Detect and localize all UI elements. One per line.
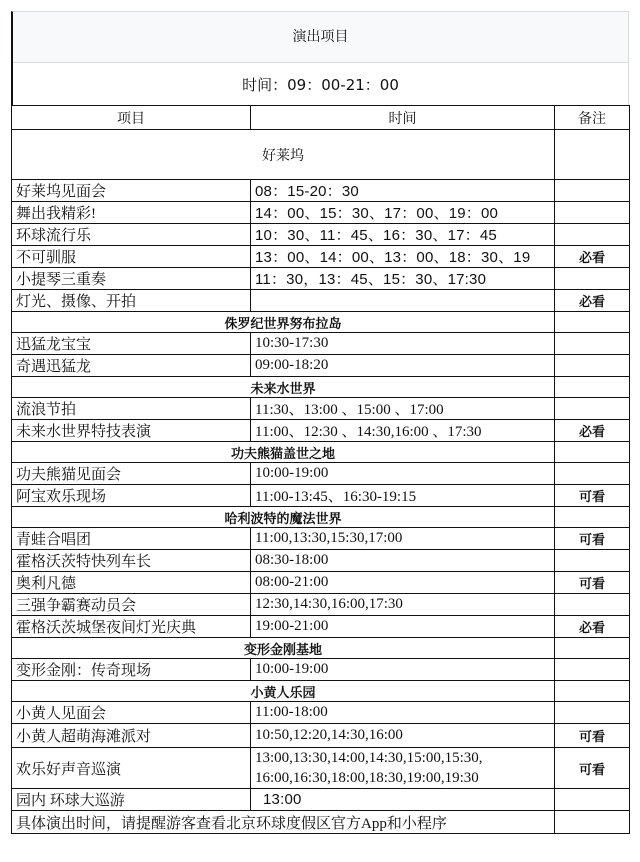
section-note [555,442,630,463]
show-name: 三强争霸赛动员会 [12,594,251,616]
table-row [12,246,630,268]
table-row [12,572,630,594]
table-row [12,224,630,246]
show-note [555,398,630,420]
park-hours: 时间：09：00-21：00 [242,76,399,94]
column-header-item: 项目 [12,106,251,130]
table-row [12,333,630,355]
schedule-sheet [11,11,629,834]
table-row [12,180,630,202]
section-row-minion-land [12,681,630,702]
show-note: 可看 [555,485,630,507]
table-row [12,789,630,811]
show-time: 10:00-19:00 [251,463,555,485]
column-header-note: 备注 [555,106,630,130]
show-note: 必看 [555,290,630,312]
table-row [12,290,630,312]
show-time: 11:00-13:45、16:30-19:15 [251,485,555,507]
show-time: 10：30、11：45、16：30、17：45 [251,224,555,246]
section-name: 变形金刚基地 [12,638,555,659]
section-note [555,638,630,659]
section-note [555,130,630,180]
section-row-kung-fu-panda [12,442,630,463]
table-header-row [12,106,630,130]
show-time: 08:00-21:00 [251,572,555,594]
show-time: 13:00 [251,789,555,811]
section-name: 好莱坞 [12,130,555,180]
show-time: 10:50,12:20,14:30,16:00 [251,724,555,748]
show-note [555,789,630,811]
show-time [251,748,555,789]
show-note: 可看 [555,572,630,594]
footer-note: 具体演出时间，请提醒游客查看北京环球度假区官方App和小程序 [12,811,555,834]
show-time: 10:30-17:30 [251,333,555,355]
show-note [555,180,630,202]
show-time: 11:00、12:30 、14:30,16:00 、17:30 [251,420,555,442]
show-name: 变形金刚：传奇现场 [12,659,251,681]
section-row-transformers [12,638,630,659]
section-note [555,507,630,528]
table-row [12,398,630,420]
section-note [555,312,630,333]
show-name: 奥利凡德 [12,572,251,594]
show-time-line: 16:00,16:30,18:00,18:30,19:00,19:30 [255,770,479,786]
section-row-waterworld [12,377,630,398]
show-name: 欢乐好声音巡演 [12,748,251,789]
show-name: 霍格沃茨特快列车长 [12,550,251,572]
show-note [555,659,630,681]
section-name: 侏罗纪世界努布拉岛 [12,312,555,333]
show-note [555,202,630,224]
show-note: 可看 [555,528,630,550]
show-name: 灯光、摄像、开拍 [12,290,251,312]
table-row [12,594,630,616]
show-name: 迅猛龙宝宝 [12,333,251,355]
show-time: 11：30，13：45、15：30、17:30 [251,268,555,290]
sheet-header [11,11,629,105]
section-name: 哈利波特的魔法世界 [12,507,555,528]
table-row [12,748,630,789]
section-row-jurassic-world [12,312,630,333]
show-time: 11:30、13:00 、15:00 、17:00 [251,398,555,420]
show-name: 流浪节拍 [12,398,251,420]
show-time: 14：00、15：30、17：00、19：00 [251,202,555,224]
show-note [555,594,630,616]
table-row [12,702,630,724]
show-time: 12:30,14:30,16:00,17:30 [251,594,555,616]
show-time: 08：15-20：30 [251,180,555,202]
show-name: 阿宝欢乐现场 [12,485,251,507]
table-row [12,268,630,290]
show-note: 可看 [555,724,630,748]
show-name: 园内 环球大巡游 [12,789,251,811]
show-note: 可看 [555,748,630,789]
section-row-hollywood [12,130,630,180]
section-note [555,377,630,398]
table-row [12,528,630,550]
show-name: 奇遇迅猛龙 [12,355,251,377]
table-row [12,616,630,638]
show-name: 功夫熊猫见面会 [12,463,251,485]
table-row [12,724,630,748]
show-name: 青蛙合唱团 [12,528,251,550]
table-row [12,659,630,681]
show-note [555,333,630,355]
table-row [12,550,630,572]
show-note [555,463,630,485]
show-time: 09:00-18:20 [251,355,555,377]
show-name: 小黄人见面会 [12,702,251,724]
show-schedule-table [11,105,630,834]
show-note: 必看 [555,246,630,268]
show-name: 环球流行乐 [12,224,251,246]
show-time: 19:00-21:00 [251,616,555,638]
footer-row [12,811,630,834]
show-name: 舞出我精彩! [12,202,251,224]
show-note [555,224,630,246]
table-row [12,420,630,442]
show-time: 10:00-19:00 [251,659,555,681]
show-name: 未来水世界特技表演 [12,420,251,442]
show-time-line: 13:00,13:30,14:00,14:30,15:00,15:30, [255,750,483,766]
show-time: 13：00、14：00、13：00、18：30、19 [251,246,555,268]
table-row [12,202,630,224]
footer-note-cell [555,811,630,834]
show-note [555,702,630,724]
page-title: 演出项目 [13,12,628,63]
table-row [12,485,630,507]
show-note [555,550,630,572]
show-time: 08:30-18:00 [251,550,555,572]
show-note [555,268,630,290]
section-note [555,681,630,702]
show-note [555,355,630,377]
show-note: 必看 [555,420,630,442]
show-name: 霍格沃茨城堡夜间灯光庆典 [12,616,251,638]
show-name: 不可驯服 [12,246,251,268]
show-time: 11:00,13:30,15:30,17:00 [251,528,555,550]
table-row [12,355,630,377]
show-name: 好莱坞见面会 [12,180,251,202]
section-row-harry-potter [12,507,630,528]
show-name: 小黄人超萌海滩派对 [12,724,251,748]
section-name: 功夫熊猫盖世之地 [12,442,555,463]
section-name: 未来水世界 [12,377,555,398]
show-time: 11:00-18:00 [251,702,555,724]
section-name: 小黄人乐园 [12,681,555,702]
column-header-time: 时间 [251,106,555,130]
show-name: 小提琴三重奏 [12,268,251,290]
show-note: 必看 [555,616,630,638]
table-row [12,463,630,485]
show-time [251,290,555,312]
